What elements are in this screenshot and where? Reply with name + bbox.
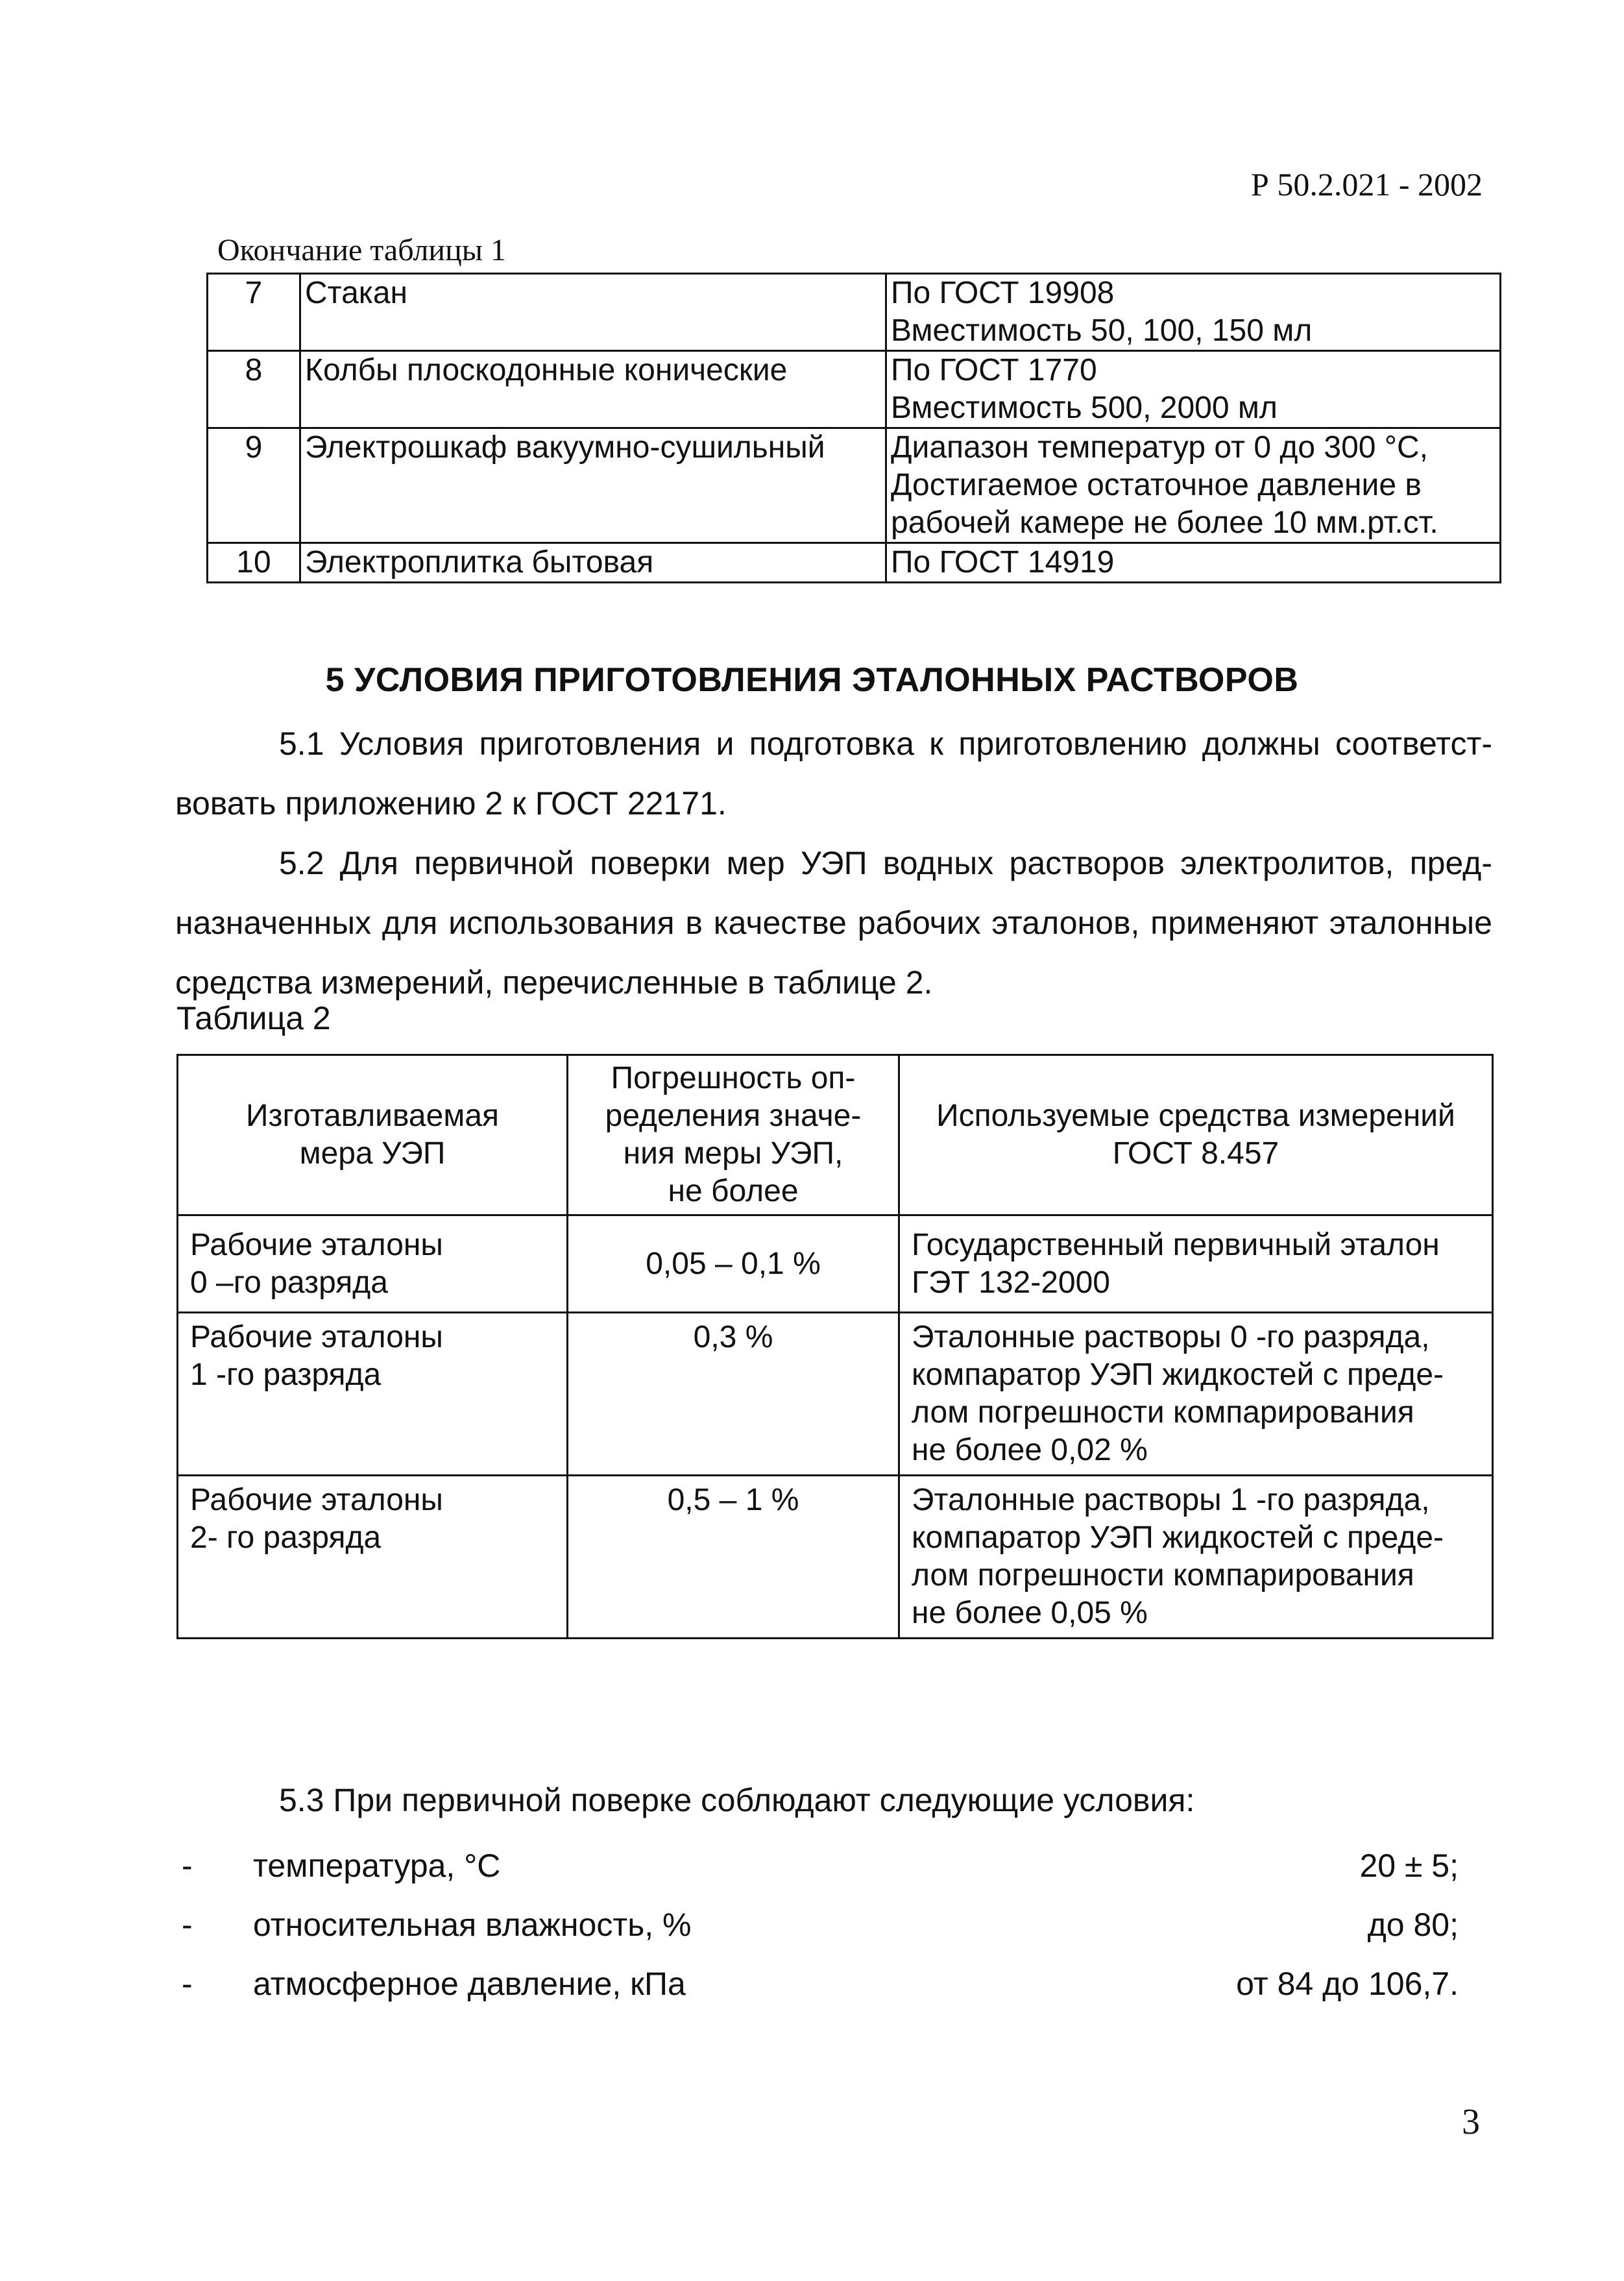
means-line: компаратор УЭП жидкостей с преде-: [912, 1358, 1444, 1392]
spec-line: Достигаемое остаточное давление в: [891, 468, 1422, 502]
means-line: компаратор УЭП жидкостей с преде-: [912, 1520, 1444, 1555]
error-cell: 0,05 – 0,1 %: [568, 1215, 899, 1313]
table-row: [178, 1476, 1493, 1639]
table2-caption: Таблица 2: [176, 1000, 331, 1036]
table-row: [178, 1215, 1493, 1313]
equipment-name: Стакан: [300, 274, 886, 351]
list-dash: -: [182, 1966, 193, 2002]
means-line: Эталонные растворы 1 -го разряда,: [912, 1483, 1430, 1517]
header-line: Погрешность оп-: [611, 1061, 856, 1095]
header-line: ределения значе-: [605, 1099, 862, 1133]
means-line: Эталонные растворы 0 -го разряда,: [912, 1320, 1430, 1354]
table1-caption: Окончание таблицы 1: [217, 233, 507, 267]
table2: [176, 1054, 1494, 1639]
equipment-spec: [886, 543, 1501, 583]
means-line: ГЭТ 132-2000: [912, 1265, 1110, 1300]
section-title: 5 УСЛОВИЯ ПРИГОТОВЛЕНИЯ ЭТАЛОННЫХ РАСТВОРОВ: [325, 661, 1299, 699]
spec-line: Вместимость 50, 100, 150 мл: [891, 313, 1313, 348]
spec-line: Вместимость 500, 2000 мл: [891, 391, 1278, 425]
row-number: 8: [208, 351, 300, 428]
header-line: ния меры УЭП,: [623, 1136, 843, 1171]
table-row: [208, 428, 1501, 543]
error-cell: 0,5 – 1 %: [568, 1476, 899, 1639]
means-line: не более 0,05 %: [912, 1596, 1148, 1630]
equipment-name: Электрошкаф вакуумно-сушильный: [300, 428, 886, 543]
document-code: Р 50.2.021 - 2002: [1251, 166, 1483, 202]
condition-label: температура, °С: [253, 1848, 501, 1884]
table1-body: [208, 274, 1501, 583]
table2-header-means: [899, 1055, 1493, 1215]
equipment-name: Колбы плоскодонные конические: [300, 351, 886, 428]
measure-line: 0 –го разряда: [190, 1265, 388, 1300]
spec-line: По ГОСТ 19908: [891, 276, 1115, 310]
condition-pressure: [182, 1965, 1459, 2010]
measure-cell: [178, 1215, 568, 1313]
table1: [206, 273, 1501, 583]
row-number: 10: [208, 543, 300, 583]
table2-body: [178, 1215, 1493, 1639]
table-row: [208, 543, 1501, 583]
row-number: 9: [208, 428, 300, 543]
table-row: [208, 351, 1501, 428]
spec-line: рабочей камере не более 10 мм.рт.ст.: [891, 506, 1438, 540]
condition-humidity: [182, 1906, 1459, 1951]
spec-line: По ГОСТ 14919: [891, 545, 1115, 579]
measure-line: 2- го разряда: [190, 1520, 382, 1555]
paragraph-5-1: 5.1 Условия приготовления и подготовка к приготовлению должны соответствовать приложению 2 к ГОСТ 22171.: [175, 726, 1492, 822]
equipment-spec: [886, 274, 1501, 351]
table2-header-error: [568, 1055, 899, 1215]
equipment-spec: [886, 351, 1501, 428]
means-line: Государственный первичный эталон: [912, 1227, 1440, 1262]
measure-cell: [178, 1313, 568, 1476]
condition-value: от 84 до 106,7.: [1236, 1966, 1459, 2002]
measure-line: 1 -го разряда: [190, 1358, 382, 1392]
means-line: лом погрешности компарирования: [912, 1558, 1414, 1592]
header-line: ГОСТ 8.457: [1112, 1136, 1279, 1171]
condition-value: 20 ± 5;: [1359, 1848, 1459, 1884]
spec-line: Диапазон температур от 0 до 300 °С,: [891, 430, 1428, 465]
page-number: 3: [1462, 2102, 1480, 2142]
paragraph-5-3: 5.3 При первичной поверке соблюдают следующие условия:: [279, 1782, 1195, 1818]
header-line: мера УЭП: [299, 1136, 446, 1171]
condition-label: относительная влажность, %: [253, 1907, 692, 1943]
equipment-name: Электроплитка бытовая: [300, 543, 886, 583]
means-cell: [899, 1476, 1493, 1639]
table-row: [178, 1313, 1493, 1476]
table2-header-measure: [178, 1055, 568, 1215]
table2-header-row: [178, 1055, 1493, 1215]
measure-line: Рабочие эталоны: [190, 1483, 443, 1517]
means-cell: [899, 1313, 1493, 1476]
means-cell: [899, 1215, 1493, 1313]
condition-label: атмосферное давление, кПа: [253, 1966, 686, 2002]
list-dash: -: [182, 1907, 193, 1943]
paragraph-5-2: 5.2 Для первичной поверки мер УЭП водных растворов электролитов, предназначенных для использования в качестве рабочих эталонов, применяют эталонные средства измерений, перечисленные в таблице 2.: [175, 845, 1492, 1001]
header-line: не более: [668, 1174, 799, 1208]
condition-value: до 80;: [1367, 1907, 1459, 1943]
spec-line: По ГОСТ 1770: [891, 353, 1097, 387]
measure-cell: [178, 1476, 568, 1639]
means-line: не более 0,02 %: [912, 1433, 1148, 1467]
row-number: 7: [208, 274, 300, 351]
measure-line: Рабочие эталоны: [190, 1227, 443, 1262]
list-dash: -: [182, 1848, 193, 1884]
equipment-spec: [886, 428, 1501, 543]
means-line: лом погрешности компарирования: [912, 1395, 1414, 1430]
condition-temperature: [182, 1847, 1459, 1892]
header-line: Используемые средства измерений: [936, 1099, 1455, 1133]
table-row: [208, 274, 1501, 351]
measure-line: Рабочие эталоны: [190, 1320, 443, 1354]
header-line: Изготавливаемая: [246, 1099, 499, 1133]
error-cell: 0,3 %: [568, 1313, 899, 1476]
